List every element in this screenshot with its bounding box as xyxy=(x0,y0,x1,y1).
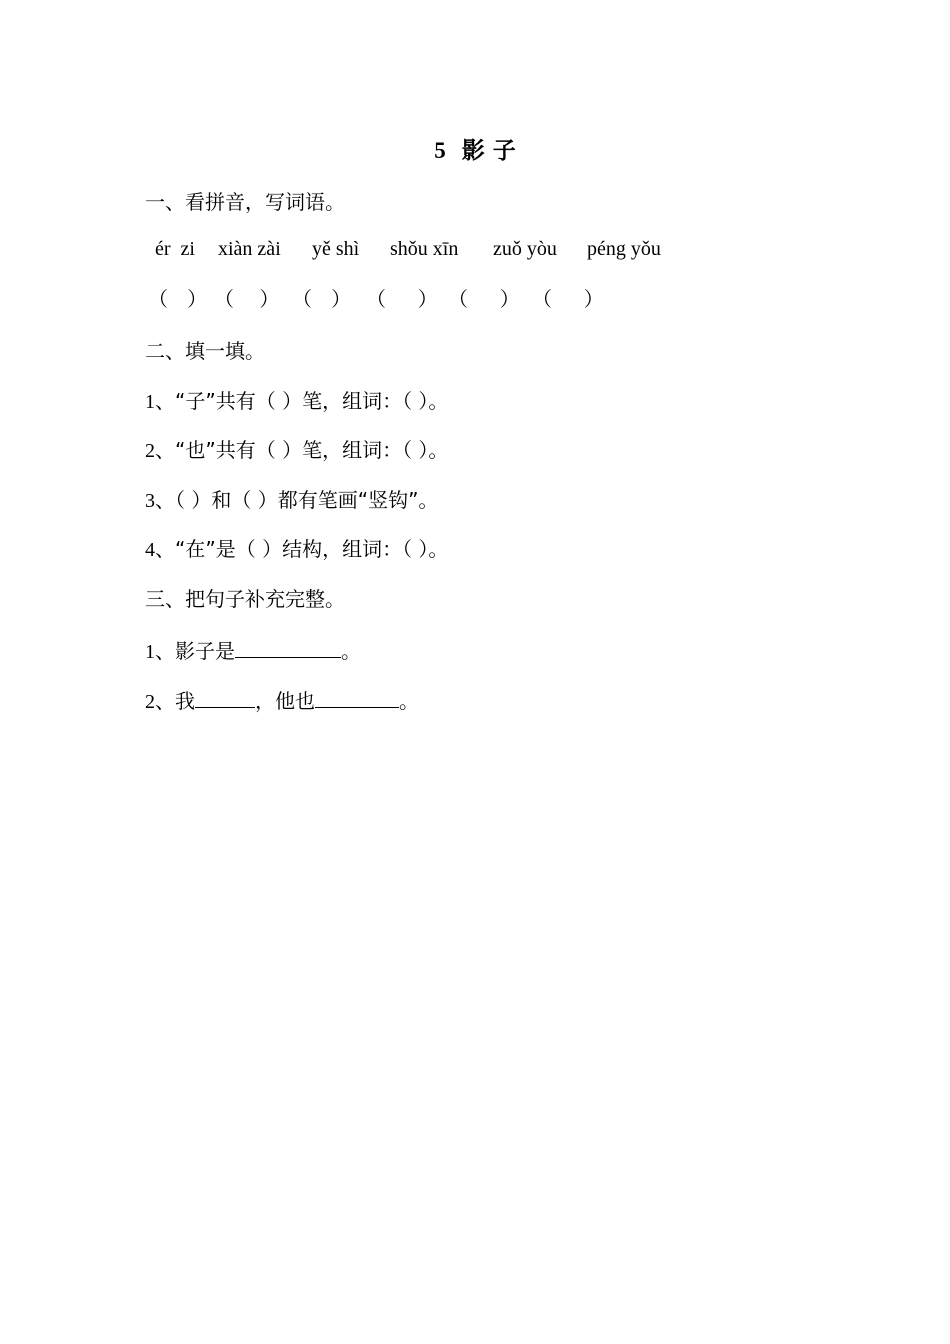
pinyin-3: yě shì xyxy=(312,238,360,260)
fill-item-2 xyxy=(145,438,448,463)
answer-blank xyxy=(195,687,255,708)
item-text: 、“也”共有（ ）笔，组词：（ ）。 xyxy=(155,438,449,462)
section3-heading: 三、把句子补充完整。 xyxy=(145,587,345,611)
answer-paren-5: （ ） xyxy=(448,287,520,311)
pinyin-4: shǒu xīn xyxy=(390,238,459,260)
sentence-end: 。 xyxy=(341,639,361,663)
fill-item-4 xyxy=(145,537,448,562)
section2-heading: 二、填一填。 xyxy=(145,339,265,363)
fill-item-3 xyxy=(145,488,438,513)
item-number: 1 xyxy=(145,391,155,413)
item-text: 、“子”共有（ ）笔，组词：（ ）。 xyxy=(155,389,449,413)
pinyin-1: ér zi xyxy=(155,238,195,260)
answer-blank xyxy=(315,687,399,708)
item-number: 4 xyxy=(145,539,155,561)
sentence-item-1 xyxy=(145,637,361,664)
sentence-middle: ，他也 xyxy=(255,689,315,713)
answer-paren-2: （ ） xyxy=(214,287,280,311)
pinyin-5: zuǒ yòu xyxy=(493,238,557,260)
sentence-item-2 xyxy=(145,687,419,714)
sentence-end: 。 xyxy=(399,689,419,713)
item-text: 、（ ）和（ ）都有笔画“竖钩”。 xyxy=(155,488,439,512)
item-number: 1 xyxy=(145,641,155,663)
sentence-start: 、我 xyxy=(155,689,195,713)
fill-item-1 xyxy=(145,389,448,414)
item-number: 2 xyxy=(145,691,155,713)
worksheet-title xyxy=(0,136,950,166)
item-number: 3 xyxy=(145,490,155,512)
item-number: 2 xyxy=(145,440,155,462)
answer-paren-6: （ ） xyxy=(532,287,604,311)
item-text: 、“在”是（ ）结构，组词：（ ）。 xyxy=(155,537,449,561)
pinyin-2: xiàn zài xyxy=(218,238,281,260)
answer-paren-1: （ ） xyxy=(148,287,208,311)
answer-paren-4: （ ） xyxy=(366,287,438,311)
answer-blank xyxy=(235,637,341,658)
pinyin-6: péng yǒu xyxy=(587,238,661,260)
lesson-number: 5 xyxy=(434,138,446,163)
sentence-start: 、影子是 xyxy=(155,639,235,663)
lesson-title: 影 子 xyxy=(461,138,516,164)
answer-paren-3: （ ） xyxy=(292,287,352,311)
section1-heading: 一、看拼音，写词语。 xyxy=(145,190,345,214)
